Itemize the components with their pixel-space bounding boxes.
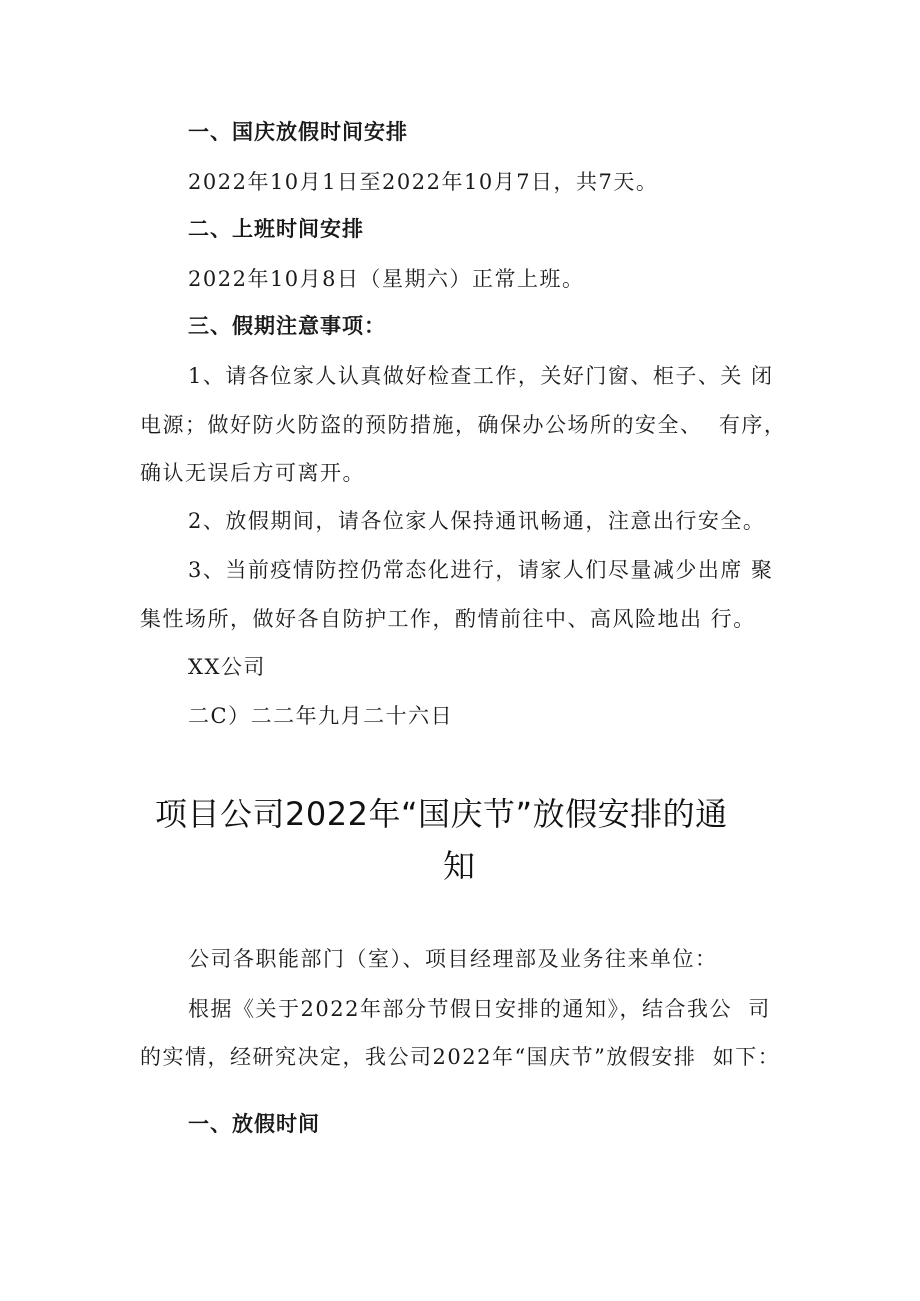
notice-section-heading-holiday-time: 一、放假时间: [188, 1112, 320, 1136]
signature-date: 二C）二二年九月二十六日: [188, 704, 454, 728]
notice-intro-line-1: 根据《关于2022年部分节假日安排的通知》，结合我公 司: [188, 997, 771, 1021]
note-item-2-line-1: 2、放假期间，请各位家人保持通讯畅通，注意出行安全。: [188, 509, 766, 533]
note-item-1-line-3: 确认无误后方可离开。: [140, 461, 365, 485]
signature-company: XX公司: [188, 655, 266, 679]
section-heading-holiday-notes: 三、假期注意事项：: [188, 314, 386, 338]
notice-addressee: 公司各职能部门（室）、项目经理部及业务往来单位：: [188, 947, 718, 971]
work-resume-text: 2022年10月8日（星期六）正常上班。: [188, 267, 585, 291]
note-item-1-line-2: 电源；做好防火防盗的预防措施，确保办公场所的安全、 有序，: [140, 413, 787, 437]
section-heading-holiday-schedule: 一、国庆放假时间安排: [188, 120, 408, 144]
note-item-3-line-1: 3、当前疫情防控仍常态化进行，请家人们尽量减少出席 聚: [188, 558, 774, 582]
notice-title-line-2: 知: [443, 847, 476, 885]
notice-intro-line-2: 的实情，经研究决定，我公司2022年“国庆节”放假安排 如下：: [140, 1045, 781, 1069]
section-heading-work-schedule: 二、上班时间安排: [188, 217, 364, 241]
note-item-3-line-2: 集性场所，做好各自防护工作，酌情前往中、高风险地出 行。: [140, 607, 756, 631]
note-item-1-line-1: 1、请各位家人认真做好检查工作，关好门窗、柜子、关 闭: [188, 364, 774, 388]
holiday-dates-text: 2022年10月1日至2022年10月7日，共7天。: [188, 170, 659, 194]
notice-title-line-1: 项目公司2022年“国庆节”放假安排的通: [155, 795, 728, 833]
